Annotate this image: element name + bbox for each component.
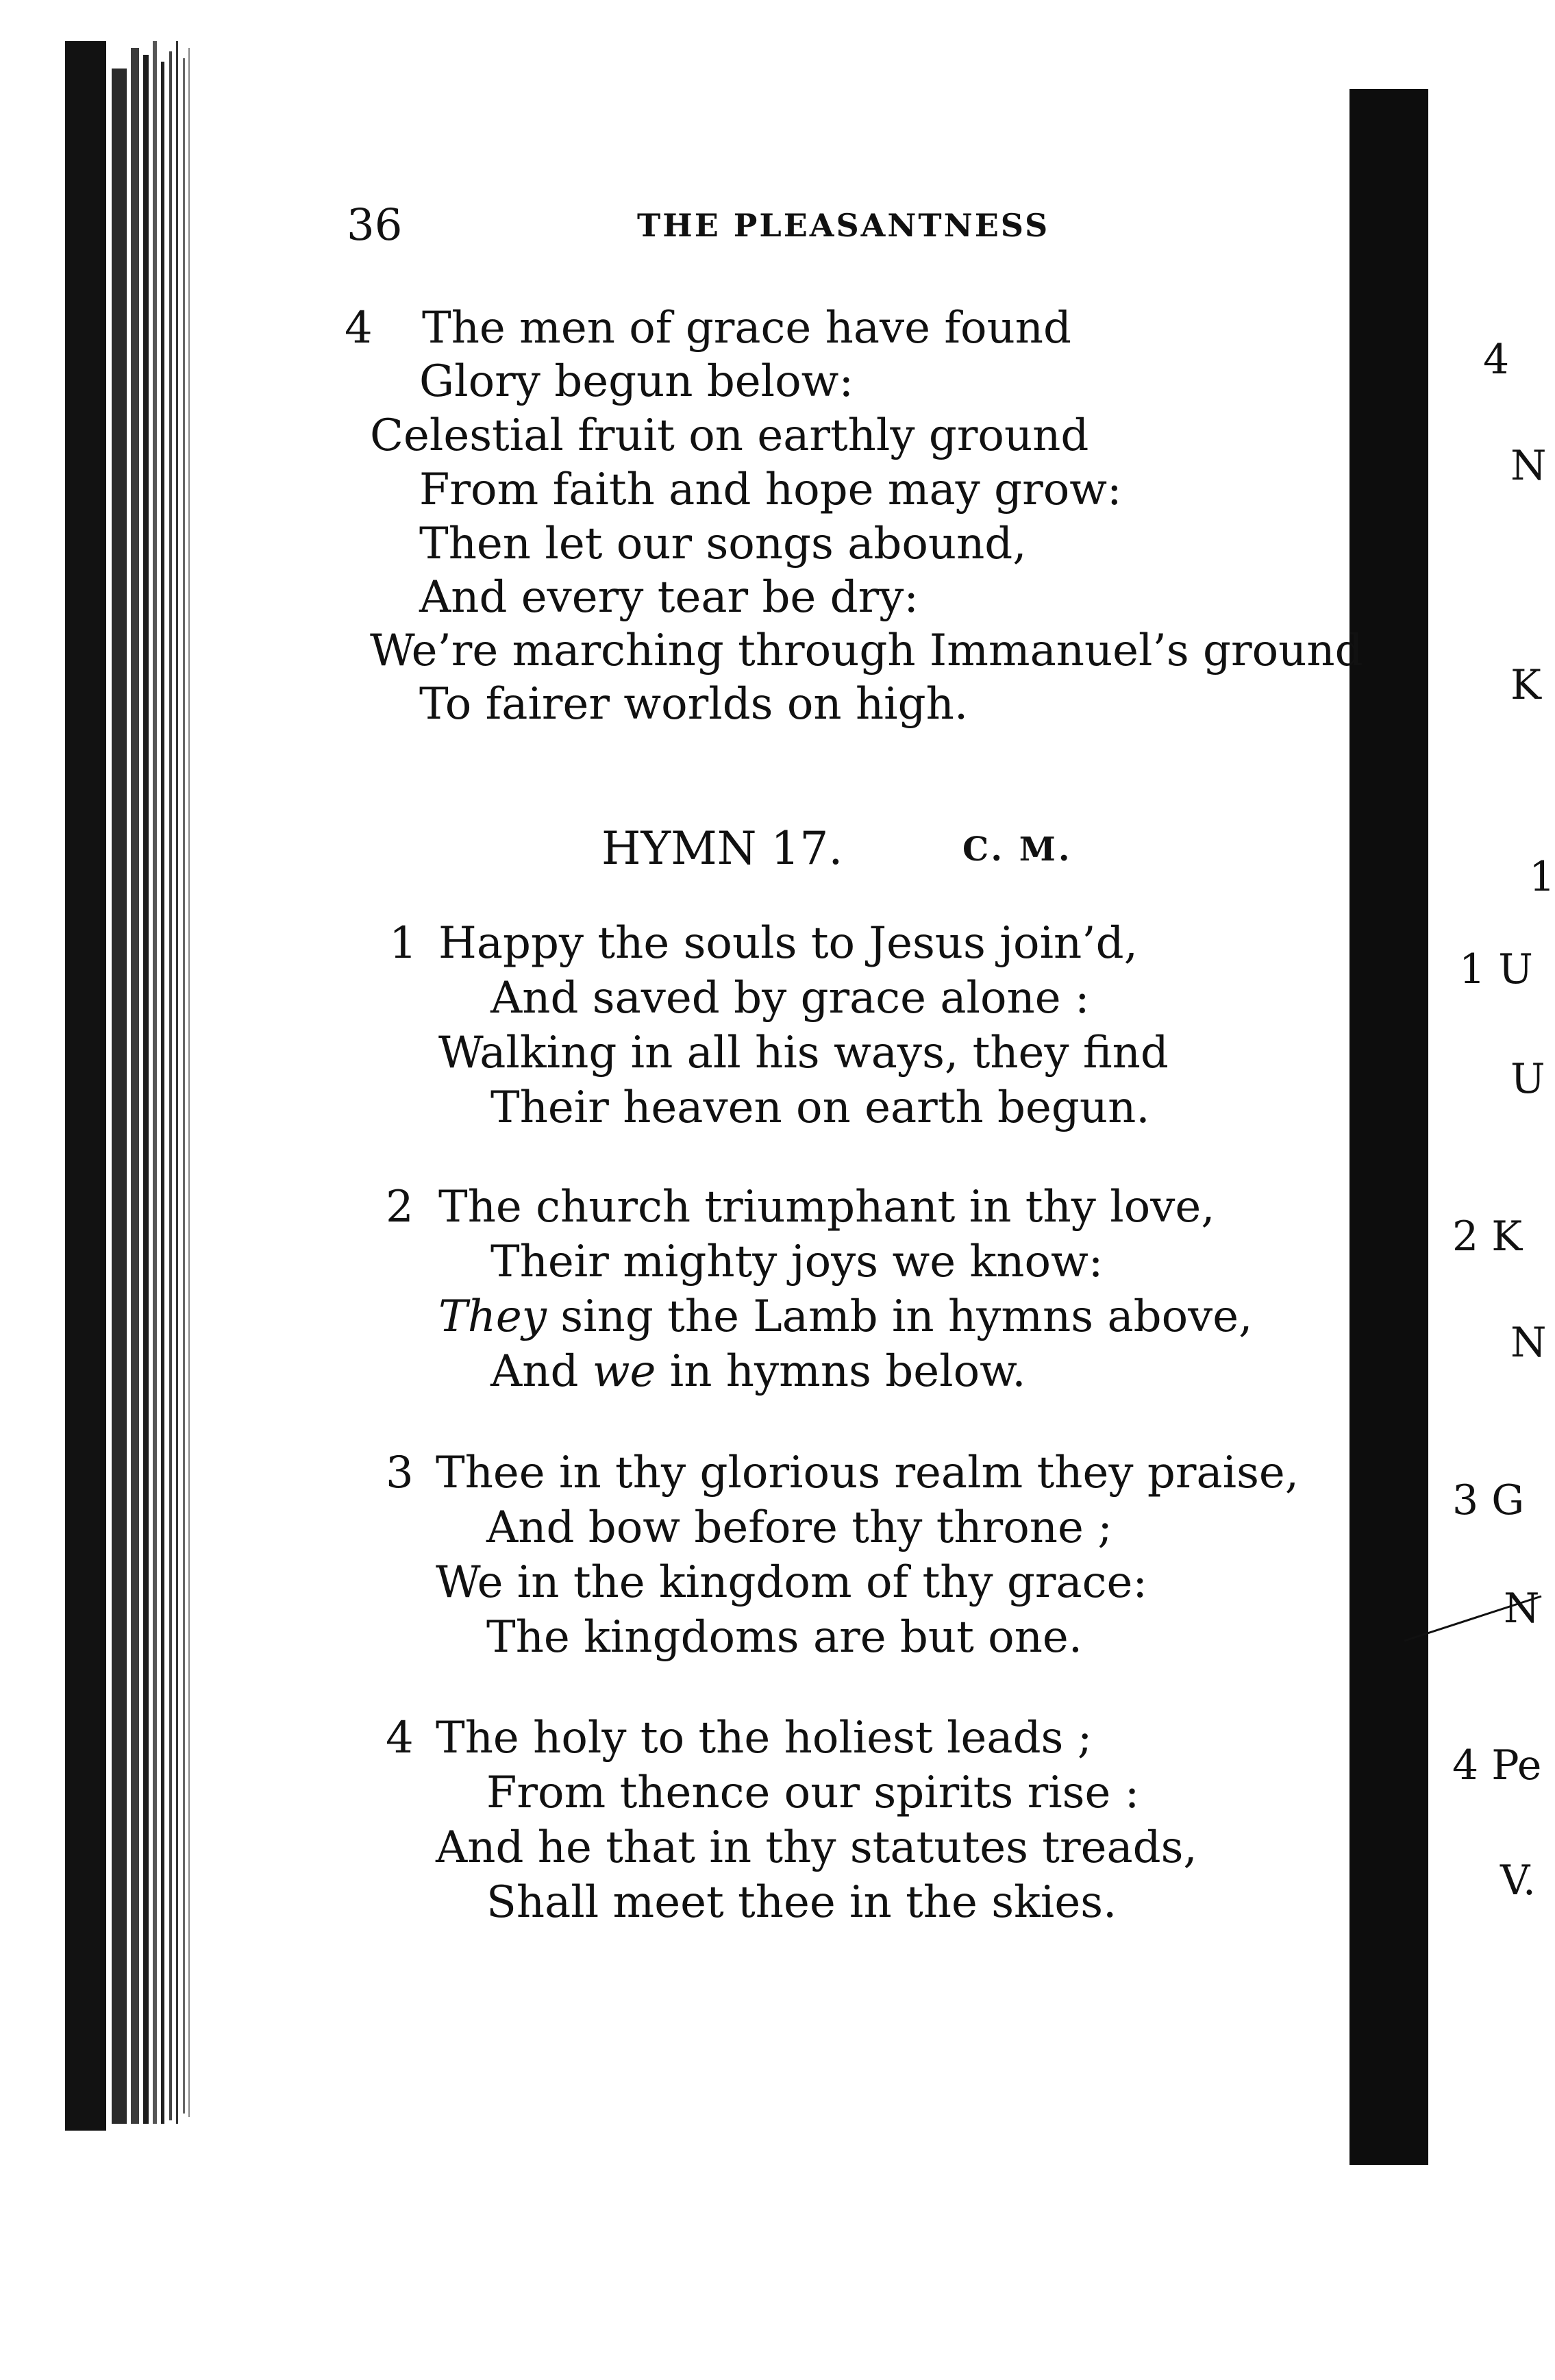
emphasis-they: They xyxy=(438,1291,547,1342)
page-number: 36 xyxy=(347,200,403,251)
facing-page-text: U xyxy=(1510,1055,1545,1103)
facing-page-text: K xyxy=(1510,661,1541,709)
verse-line: Happy the souls to Jesus join’d, xyxy=(438,918,1138,969)
facing-page-text: N xyxy=(1510,442,1547,490)
running-title: THE PLEASANTNESS xyxy=(637,207,1050,244)
verse-number: 2 xyxy=(386,1182,414,1232)
verse-line: And we in hymns below. xyxy=(490,1346,1026,1397)
verse-line: And every tear be dry: xyxy=(419,572,919,623)
verse-number: 1 xyxy=(389,918,417,969)
facing-page-text: 2 K xyxy=(1452,1213,1523,1261)
verse-line: We in the kingdom of thy grace: xyxy=(436,1557,1147,1608)
verse-line: They sing the Lamb in hymns above, xyxy=(438,1291,1253,1342)
verse-line: The church triumphant in thy love, xyxy=(438,1182,1215,1232)
hymn-meter: C. M. xyxy=(962,830,1073,869)
verse-line: We’re marching through Immanuel’s ground xyxy=(370,625,1363,676)
verse-line: To fairer worlds on high. xyxy=(419,679,969,730)
verse-line: Shall meet thee in the skies. xyxy=(486,1877,1117,1928)
verse-line: From thence our spirits rise : xyxy=(486,1768,1140,1818)
hymn-heading: HYMN 17. xyxy=(601,822,843,875)
facing-page-text: N xyxy=(1504,1585,1540,1633)
page-gutter-shadow xyxy=(1349,89,1428,2165)
book-binding-edge xyxy=(65,41,192,2131)
facing-page-text: 4 xyxy=(1483,336,1510,384)
verse-line: And he that in thy statutes treads, xyxy=(436,1822,1197,1873)
facing-page-text: 1 U xyxy=(1459,945,1533,993)
facing-page-text: 4 Pe xyxy=(1452,1741,1542,1789)
verse-line: Walking in all his ways, they find xyxy=(438,1028,1169,1078)
verse-number: 3 xyxy=(386,1448,414,1498)
verse-line: Glory begun below: xyxy=(419,356,854,407)
verse-line: The kingdoms are but one. xyxy=(486,1612,1083,1663)
verse-line: Their heaven on earth begun. xyxy=(490,1082,1150,1133)
verse-line: Their mighty joys we know: xyxy=(490,1237,1104,1287)
verse-number: 4 xyxy=(345,303,373,354)
verse-line: From faith and hope may grow: xyxy=(419,464,1122,515)
facing-page-text: N xyxy=(1510,1319,1547,1367)
verse-line: And saved by grace alone : xyxy=(490,973,1090,1024)
emphasis-we: we xyxy=(592,1346,656,1397)
verse-line: Then let our songs abound, xyxy=(419,519,1027,569)
facing-page-text: 3 G xyxy=(1452,1476,1525,1524)
verse-line: Thee in thy glorious realm they praise, xyxy=(436,1448,1299,1498)
verse-line: The men of grace have found xyxy=(422,303,1071,354)
verse-line: And bow before thy throne ; xyxy=(486,1502,1112,1553)
facing-page-text: V. xyxy=(1500,1857,1536,1905)
facing-page-text: 1 xyxy=(1529,853,1555,901)
verse-line: The holy to the holiest leads ; xyxy=(436,1713,1093,1763)
stray-pen-line xyxy=(1404,1583,1550,1651)
verse-line: Celestial fruit on earthly ground xyxy=(370,410,1089,461)
running-head xyxy=(0,200,1165,251)
verse-number: 4 xyxy=(386,1713,414,1763)
